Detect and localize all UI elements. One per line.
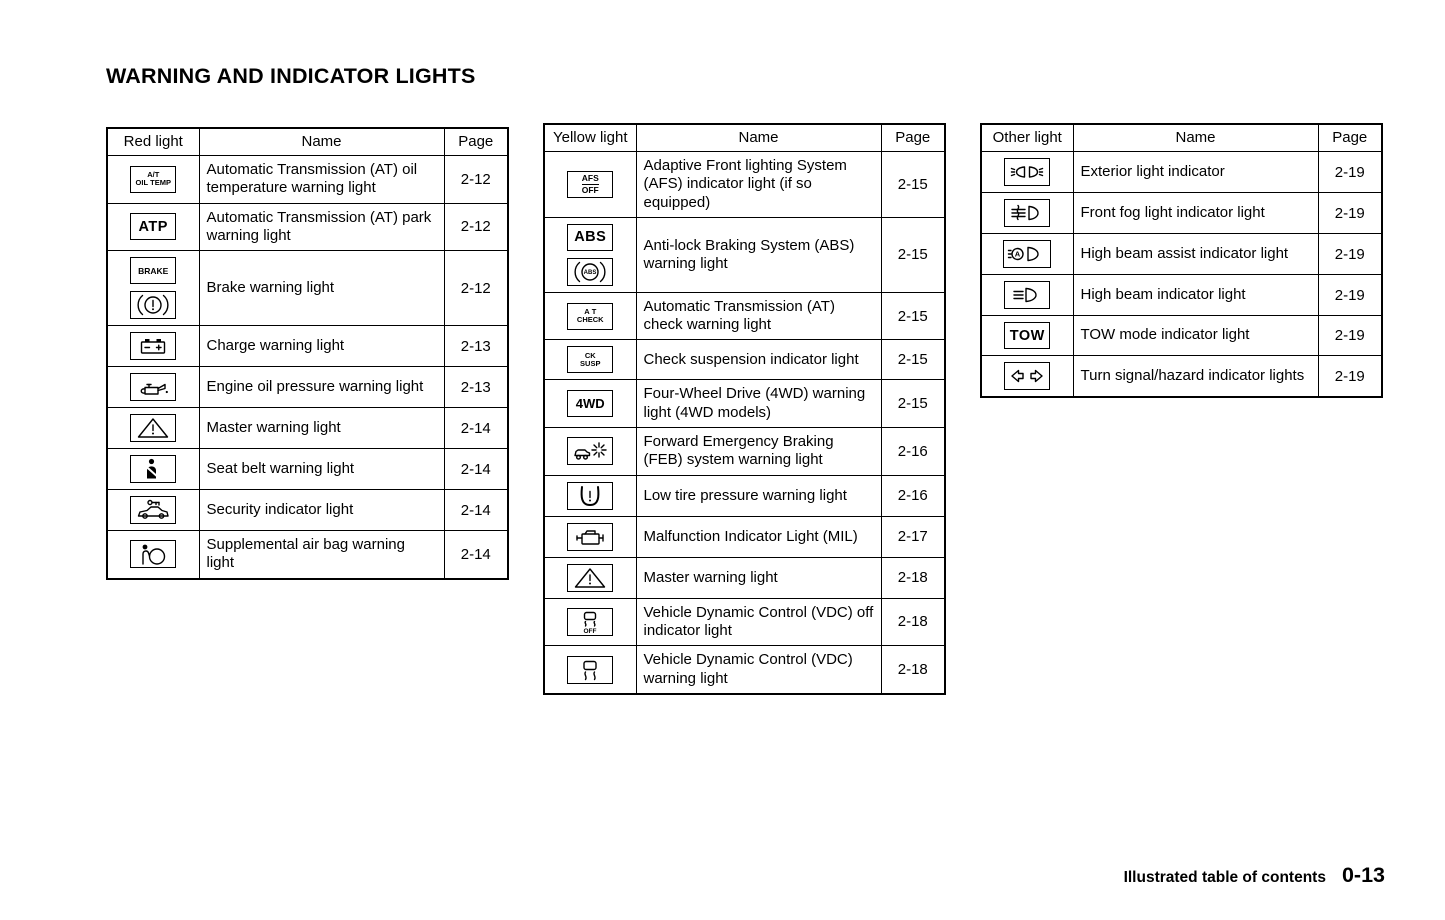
column-header-page: Page	[444, 128, 508, 156]
table-row	[544, 428, 945, 476]
high-beam-icon	[1004, 281, 1050, 309]
seat-belt-icon	[130, 455, 176, 483]
column-header-light: Red light	[107, 128, 199, 156]
page-reference: 2-17	[881, 516, 945, 557]
page-reference: 2-15	[881, 217, 945, 292]
light-name: Adaptive Front lighting System (AFS) indicator light (if so equipped)	[636, 152, 881, 218]
page-reference: 2-15	[881, 292, 945, 340]
table-row	[107, 490, 508, 531]
table-row	[544, 557, 945, 598]
light-name: TOW mode indicator light	[1073, 316, 1318, 356]
page-reference: 2-13	[444, 326, 508, 367]
table-row	[544, 292, 945, 340]
light-symbol-cell	[981, 356, 1073, 398]
page-reference: 2-12	[444, 203, 508, 251]
table-row	[981, 356, 1382, 398]
light-name: Automatic Transmission (AT) park warning light	[199, 203, 444, 251]
four-wd-icon: 4WD	[567, 390, 613, 417]
light-symbol-cell	[107, 367, 199, 408]
brake-circle-icon	[130, 291, 176, 319]
table-row	[107, 156, 508, 204]
vdc-off-icon	[567, 608, 613, 636]
light-symbol-cell	[544, 217, 636, 292]
brake-text-icon: BRAKE	[130, 257, 176, 284]
light-symbol-cell	[544, 380, 636, 428]
page-reference: 2-16	[881, 475, 945, 516]
light-symbol-cell	[107, 531, 199, 579]
abs-circle-icon	[567, 258, 613, 286]
mil-engine-icon	[567, 523, 613, 551]
light-name: Exterior light indicator	[1073, 152, 1318, 193]
page-reference: 2-19	[1318, 356, 1382, 398]
feb-icon	[567, 437, 613, 465]
light-symbol-cell	[544, 292, 636, 340]
svg-text:A: A	[1015, 249, 1021, 259]
light-name: Four-Wheel Drive (4WD) warning light (4WD models)	[636, 380, 881, 428]
light-name: Master warning light	[636, 557, 881, 598]
abs-text-icon: ABS	[567, 224, 613, 251]
light-symbol-cell	[544, 516, 636, 557]
page-reference: 2-14	[444, 449, 508, 490]
light-symbol-cell	[544, 646, 636, 694]
page-reference: 2-16	[881, 428, 945, 476]
table-header-row	[981, 124, 1382, 152]
light-name: Low tire pressure warning light	[636, 475, 881, 516]
light-name: Seat belt warning light	[199, 449, 444, 490]
light-symbol-cell	[107, 156, 199, 204]
column-header-name: Name	[1073, 124, 1318, 152]
security-indicator-icon	[130, 496, 176, 524]
light-name: Vehicle Dynamic Control (VDC) off indicator light	[636, 598, 881, 646]
light-symbol-cell	[107, 490, 199, 531]
light-symbol-cell	[107, 449, 199, 490]
at-oil-temp-icon: A/T OIL TEMP	[130, 166, 176, 193]
page-reference: 2-15	[881, 380, 945, 428]
column-header-page: Page	[1318, 124, 1382, 152]
light-symbol-cell	[107, 326, 199, 367]
light-symbol-cell	[544, 340, 636, 380]
page-reference: 2-12	[444, 251, 508, 326]
light-symbol-cell	[544, 475, 636, 516]
tow-mode-icon: TOW	[1004, 322, 1050, 349]
master-warning-icon	[567, 564, 613, 592]
light-symbol-cell	[981, 234, 1073, 275]
light-name: Charge warning light	[199, 326, 444, 367]
footer-page-number: 0-13	[1341, 863, 1385, 887]
light-name: Turn signal/hazard indicator lights	[1073, 356, 1318, 398]
table-row	[981, 193, 1382, 234]
column-header-light: Yellow light	[544, 124, 636, 152]
light-name: Front fog light indicator light	[1073, 193, 1318, 234]
page-footer	[1124, 863, 1385, 888]
page-reference: 2-14	[444, 490, 508, 531]
table-row	[544, 152, 945, 218]
table-row	[107, 449, 508, 490]
ck-susp-icon: CK SUSP	[567, 346, 613, 373]
column-header-light: Other light	[981, 124, 1073, 152]
page-reference: 2-15	[881, 152, 945, 218]
light-name: Automatic Transmission (AT) check warning light	[636, 292, 881, 340]
table-row	[981, 234, 1382, 275]
light-name: Security indicator light	[199, 490, 444, 531]
master-warning-icon	[130, 414, 176, 442]
light-symbol-cell	[107, 203, 199, 251]
table-header-row	[544, 124, 945, 152]
red-light-table	[106, 127, 509, 580]
light-name: Malfunction Indicator Light (MIL)	[636, 516, 881, 557]
page-reference: 2-19	[1318, 316, 1382, 356]
light-symbol-cell	[544, 557, 636, 598]
light-name: Supplemental air bag warning light	[199, 531, 444, 579]
page-title: WARNING AND INDICATOR LIGHTS	[106, 64, 476, 88]
light-symbol-cell	[544, 598, 636, 646]
charge-battery-icon	[130, 332, 176, 360]
table-row	[107, 326, 508, 367]
light-name: Master warning light	[199, 408, 444, 449]
atp-icon: ATP	[130, 213, 176, 240]
other-light-table	[980, 123, 1383, 398]
column-header-name: Name	[199, 128, 444, 156]
low-tire-pressure-icon	[567, 482, 613, 510]
light-symbol-cell	[981, 193, 1073, 234]
at-check-icon: A T CHECK	[567, 303, 613, 330]
table-row	[107, 251, 508, 326]
table-row	[107, 367, 508, 408]
light-symbol-cell	[544, 428, 636, 476]
air-bag-icon	[130, 540, 176, 568]
engine-oil-pressure-icon	[130, 373, 176, 401]
light-symbol-cell	[981, 275, 1073, 316]
table-row	[981, 316, 1382, 356]
front-fog-icon	[1004, 199, 1050, 227]
table-row	[981, 275, 1382, 316]
turn-signal-hazard-icon	[1004, 362, 1050, 390]
light-name: High beam assist indicator light	[1073, 234, 1318, 275]
table-row	[544, 217, 945, 292]
light-name: Anti-lock Braking System (ABS) warning light	[636, 217, 881, 292]
vdc-icon	[567, 656, 613, 684]
svg-text:OFF: OFF	[583, 627, 597, 634]
page-reference: 2-12	[444, 156, 508, 204]
yellow-light-table	[543, 123, 946, 695]
table-row	[981, 152, 1382, 193]
light-symbol-cell	[107, 251, 199, 326]
page-reference: 2-19	[1318, 234, 1382, 275]
page-reference: 2-13	[444, 367, 508, 408]
svg-text:ABS: ABS	[583, 270, 597, 277]
table-row	[544, 598, 945, 646]
table-header-row	[107, 128, 508, 156]
light-name: Engine oil pressure warning light	[199, 367, 444, 408]
column-header-page: Page	[881, 124, 945, 152]
column-header-name: Name	[636, 124, 881, 152]
page-reference: 2-19	[1318, 193, 1382, 234]
page-reference: 2-15	[881, 340, 945, 380]
table-row	[544, 475, 945, 516]
page-reference: 2-18	[881, 598, 945, 646]
light-name: Vehicle Dynamic Control (VDC) warning light	[636, 646, 881, 694]
light-name: High beam indicator light	[1073, 275, 1318, 316]
light-name: Brake warning light	[199, 251, 444, 326]
page-reference: 2-14	[444, 408, 508, 449]
light-name: Check suspension indicator light	[636, 340, 881, 380]
page-reference: 2-19	[1318, 275, 1382, 316]
table-row	[544, 516, 945, 557]
page-reference: 2-18	[881, 557, 945, 598]
page-reference: 2-18	[881, 646, 945, 694]
exterior-light-icon	[1004, 158, 1050, 186]
table-row	[107, 203, 508, 251]
light-symbol-cell	[981, 316, 1073, 356]
footer-section-label: Illustrated table of contents	[1123, 869, 1326, 886]
page-reference: 2-14	[444, 531, 508, 579]
high-beam-assist-icon	[1003, 240, 1051, 268]
light-name: Forward Emergency Braking (FEB) system warning light	[636, 428, 881, 476]
light-symbol-cell	[981, 152, 1073, 193]
table-row	[544, 646, 945, 694]
light-symbol-cell	[544, 152, 636, 218]
table-row	[544, 340, 945, 380]
light-symbol-cell	[107, 408, 199, 449]
table-row	[107, 531, 508, 579]
afs-off-icon: AFS OFF	[567, 171, 613, 198]
table-row	[544, 380, 945, 428]
table-row	[107, 408, 508, 449]
page-reference: 2-19	[1318, 152, 1382, 193]
light-name: Automatic Transmission (AT) oil temperature warning light	[199, 156, 444, 204]
